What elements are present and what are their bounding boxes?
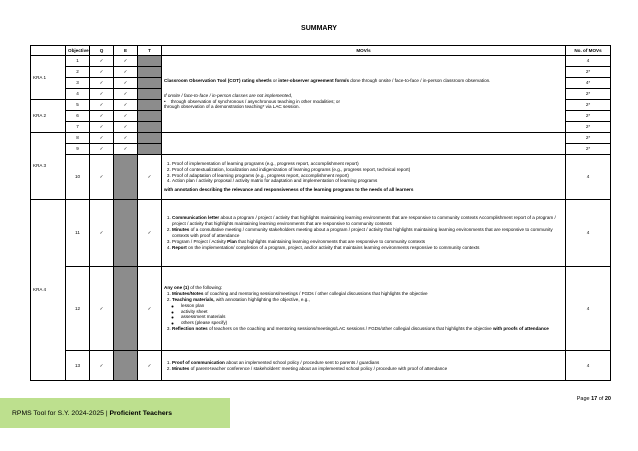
summary-table [30, 45, 611, 381]
shaded-cell [138, 144, 162, 155]
header-t: T [138, 46, 162, 56]
mov-count: 4 [566, 351, 611, 381]
check-icon: ✓ [114, 78, 138, 89]
cot-mov-cell: Classroom Observation Tool (COT) rating sheet/s or inter-observer agreement form/s done through onsite / face-to-face / in-person classroom observation. If onsite / face-to-face / in-person classes are not implemented, • through observation of synchronous / asynchronous teaching in other modalities; or through observation of a demonstration teaching* via LAC session. [162, 56, 566, 133]
check-icon: ✓ [114, 111, 138, 122]
kra-label: KRA 4 [31, 200, 66, 381]
mov-cell [162, 133, 566, 155]
check-icon: ✓ [114, 122, 138, 133]
shaded-cell [138, 133, 162, 144]
footer-label: RPMS Tool for S.Y. 2024-2025 | Proficient Teachers [12, 410, 173, 417]
check-icon: ✓ [138, 267, 162, 351]
check-icon: ✓ [90, 100, 114, 111]
shaded-cell [114, 155, 138, 200]
mov-count: 2* [566, 133, 611, 144]
mov-cell: Any one (1) of the following: 1. Minutes/Notes of coaching and mentoring sessions/meetings / FGDs / other collegial discussions that highlights the objective 2. Teaching materials, with annotation highlighting the objective, e.g., ◦ lesson plan ◦ activity sheet ◦ assessment materials ◦ others (please specify) 3. Reflection notes of teachers on the coaching and mentoring sessions/meetings/LAC sessions / FGDs/other collegial discussions that highlights the objective with proofs of attendance [162, 267, 566, 351]
check-icon: ✓ [114, 144, 138, 155]
summary-title: SUMMARY [301, 25, 337, 32]
check-icon: ✓ [114, 100, 138, 111]
shaded-cell [138, 89, 162, 100]
objective-number: 9 [66, 144, 90, 155]
check-icon: ✓ [138, 155, 162, 200]
shaded-cell [138, 122, 162, 133]
mov-count: 2* [566, 111, 611, 122]
check-icon: ✓ [90, 56, 114, 67]
mov-cell: 1. Communication letter about a program / project / activity that highlights maintaining learning environments that are responsive to community contexts Accomplishment report of a program / project / activity that highlights maintaining learning environments that are responsive to community contexts 2. Minutes of a consultative meeting / community stakeholders meeting about a program / project / activity that highlights maintaining learning environments that are responsive to community contexts with proof of attendance 3. Program / Project / Activity Plan that highlights maintaining learning environments that are responsive to community contexts 4. Report on the implementation/ completion of a program, project, and/or activity that maintains learning environments responsive to community contexts [162, 200, 566, 267]
table-row [31, 133, 611, 144]
check-icon: ✓ [90, 267, 114, 351]
mov-cell: 1. Proof of implementation of learning programs (e.g., progress report, accomplishment report) 2. Proof of contextualization, localization and indigenization of learning programs (e.g., progress report, technical report) 3. Proof of adaptation of learning programs (e.g., progress report, accomplishment report) 4. Action plan / activity proposal / activity matrix for adaptation and implementation of learning programs with annotation describing the relevance and responsiveness of the learning programs to the needs of all learners [162, 155, 566, 200]
objective-number: 6 [66, 111, 90, 122]
table-row [31, 155, 611, 200]
header-count: No. of MOVs [566, 46, 611, 56]
kra-label: KRA 2 [31, 100, 66, 133]
kra-label: KRA 1 [31, 56, 66, 100]
shaded-cell [114, 351, 138, 381]
shaded-cell [114, 267, 138, 351]
table-row [31, 267, 611, 351]
header-e: E [114, 46, 138, 56]
mov-count: 2* [566, 67, 611, 78]
objective-number: 7 [66, 122, 90, 133]
check-icon: ✓ [90, 67, 114, 78]
shaded-cell [138, 111, 162, 122]
check-icon: ✓ [114, 67, 138, 78]
check-icon: ✓ [90, 111, 114, 122]
mov-count: 4 [566, 56, 611, 67]
table-row [31, 56, 611, 67]
mov-count: 2* [566, 100, 611, 111]
check-icon: ✓ [90, 155, 114, 200]
check-icon: ✓ [90, 200, 114, 267]
mov-count: 2* [566, 89, 611, 100]
check-icon: ✓ [114, 133, 138, 144]
header-row [31, 46, 611, 56]
shaded-cell [138, 67, 162, 78]
shaded-cell [114, 200, 138, 267]
shaded-cell [138, 100, 162, 111]
header-q: Q [90, 46, 114, 56]
header-movs: MOV/s [162, 46, 566, 56]
check-icon: ✓ [114, 56, 138, 67]
mov-count: 4 [566, 155, 611, 200]
objective-number: 5 [66, 100, 90, 111]
check-icon: ✓ [138, 351, 162, 381]
mov-count: 2* [566, 122, 611, 133]
mov-count: 4 [566, 200, 611, 267]
table-row [31, 200, 611, 267]
objective-number: 8 [66, 133, 90, 144]
page-number: Page 17 of 20 [576, 396, 611, 402]
check-icon: ✓ [138, 200, 162, 267]
objective-number: 4 [66, 89, 90, 100]
mov-count: 4 [566, 267, 611, 351]
objective-number: 11 [66, 200, 90, 267]
shaded-cell [138, 56, 162, 67]
mov-count: 2* [566, 144, 611, 155]
objective-number: 2 [66, 67, 90, 78]
mov-count: 4* [566, 78, 611, 89]
header-objective: Objective [66, 46, 90, 56]
objective-number: 12 [66, 267, 90, 351]
objective-number: 10 [66, 155, 90, 200]
objective-number: 1 [66, 56, 90, 67]
mov-cell: 1. Proof of communication about an implemented school policy / procedure sent to parents / guardians 2. Minutes of parent-teacher conference / stakeholders' meeting about an implemented school policy / procedure with proof of attendance [162, 351, 566, 381]
shaded-cell [138, 78, 162, 89]
table-row [31, 351, 611, 381]
check-icon: ✓ [90, 351, 114, 381]
check-icon: ✓ [90, 78, 114, 89]
kra-label: KRA 3 [31, 133, 66, 200]
objective-number: 13 [66, 351, 90, 381]
check-icon: ✓ [90, 122, 114, 133]
check-icon: ✓ [90, 144, 114, 155]
objective-number: 3 [66, 78, 90, 89]
check-icon: ✓ [90, 89, 114, 100]
check-icon: ✓ [90, 133, 114, 144]
check-icon: ✓ [114, 89, 138, 100]
